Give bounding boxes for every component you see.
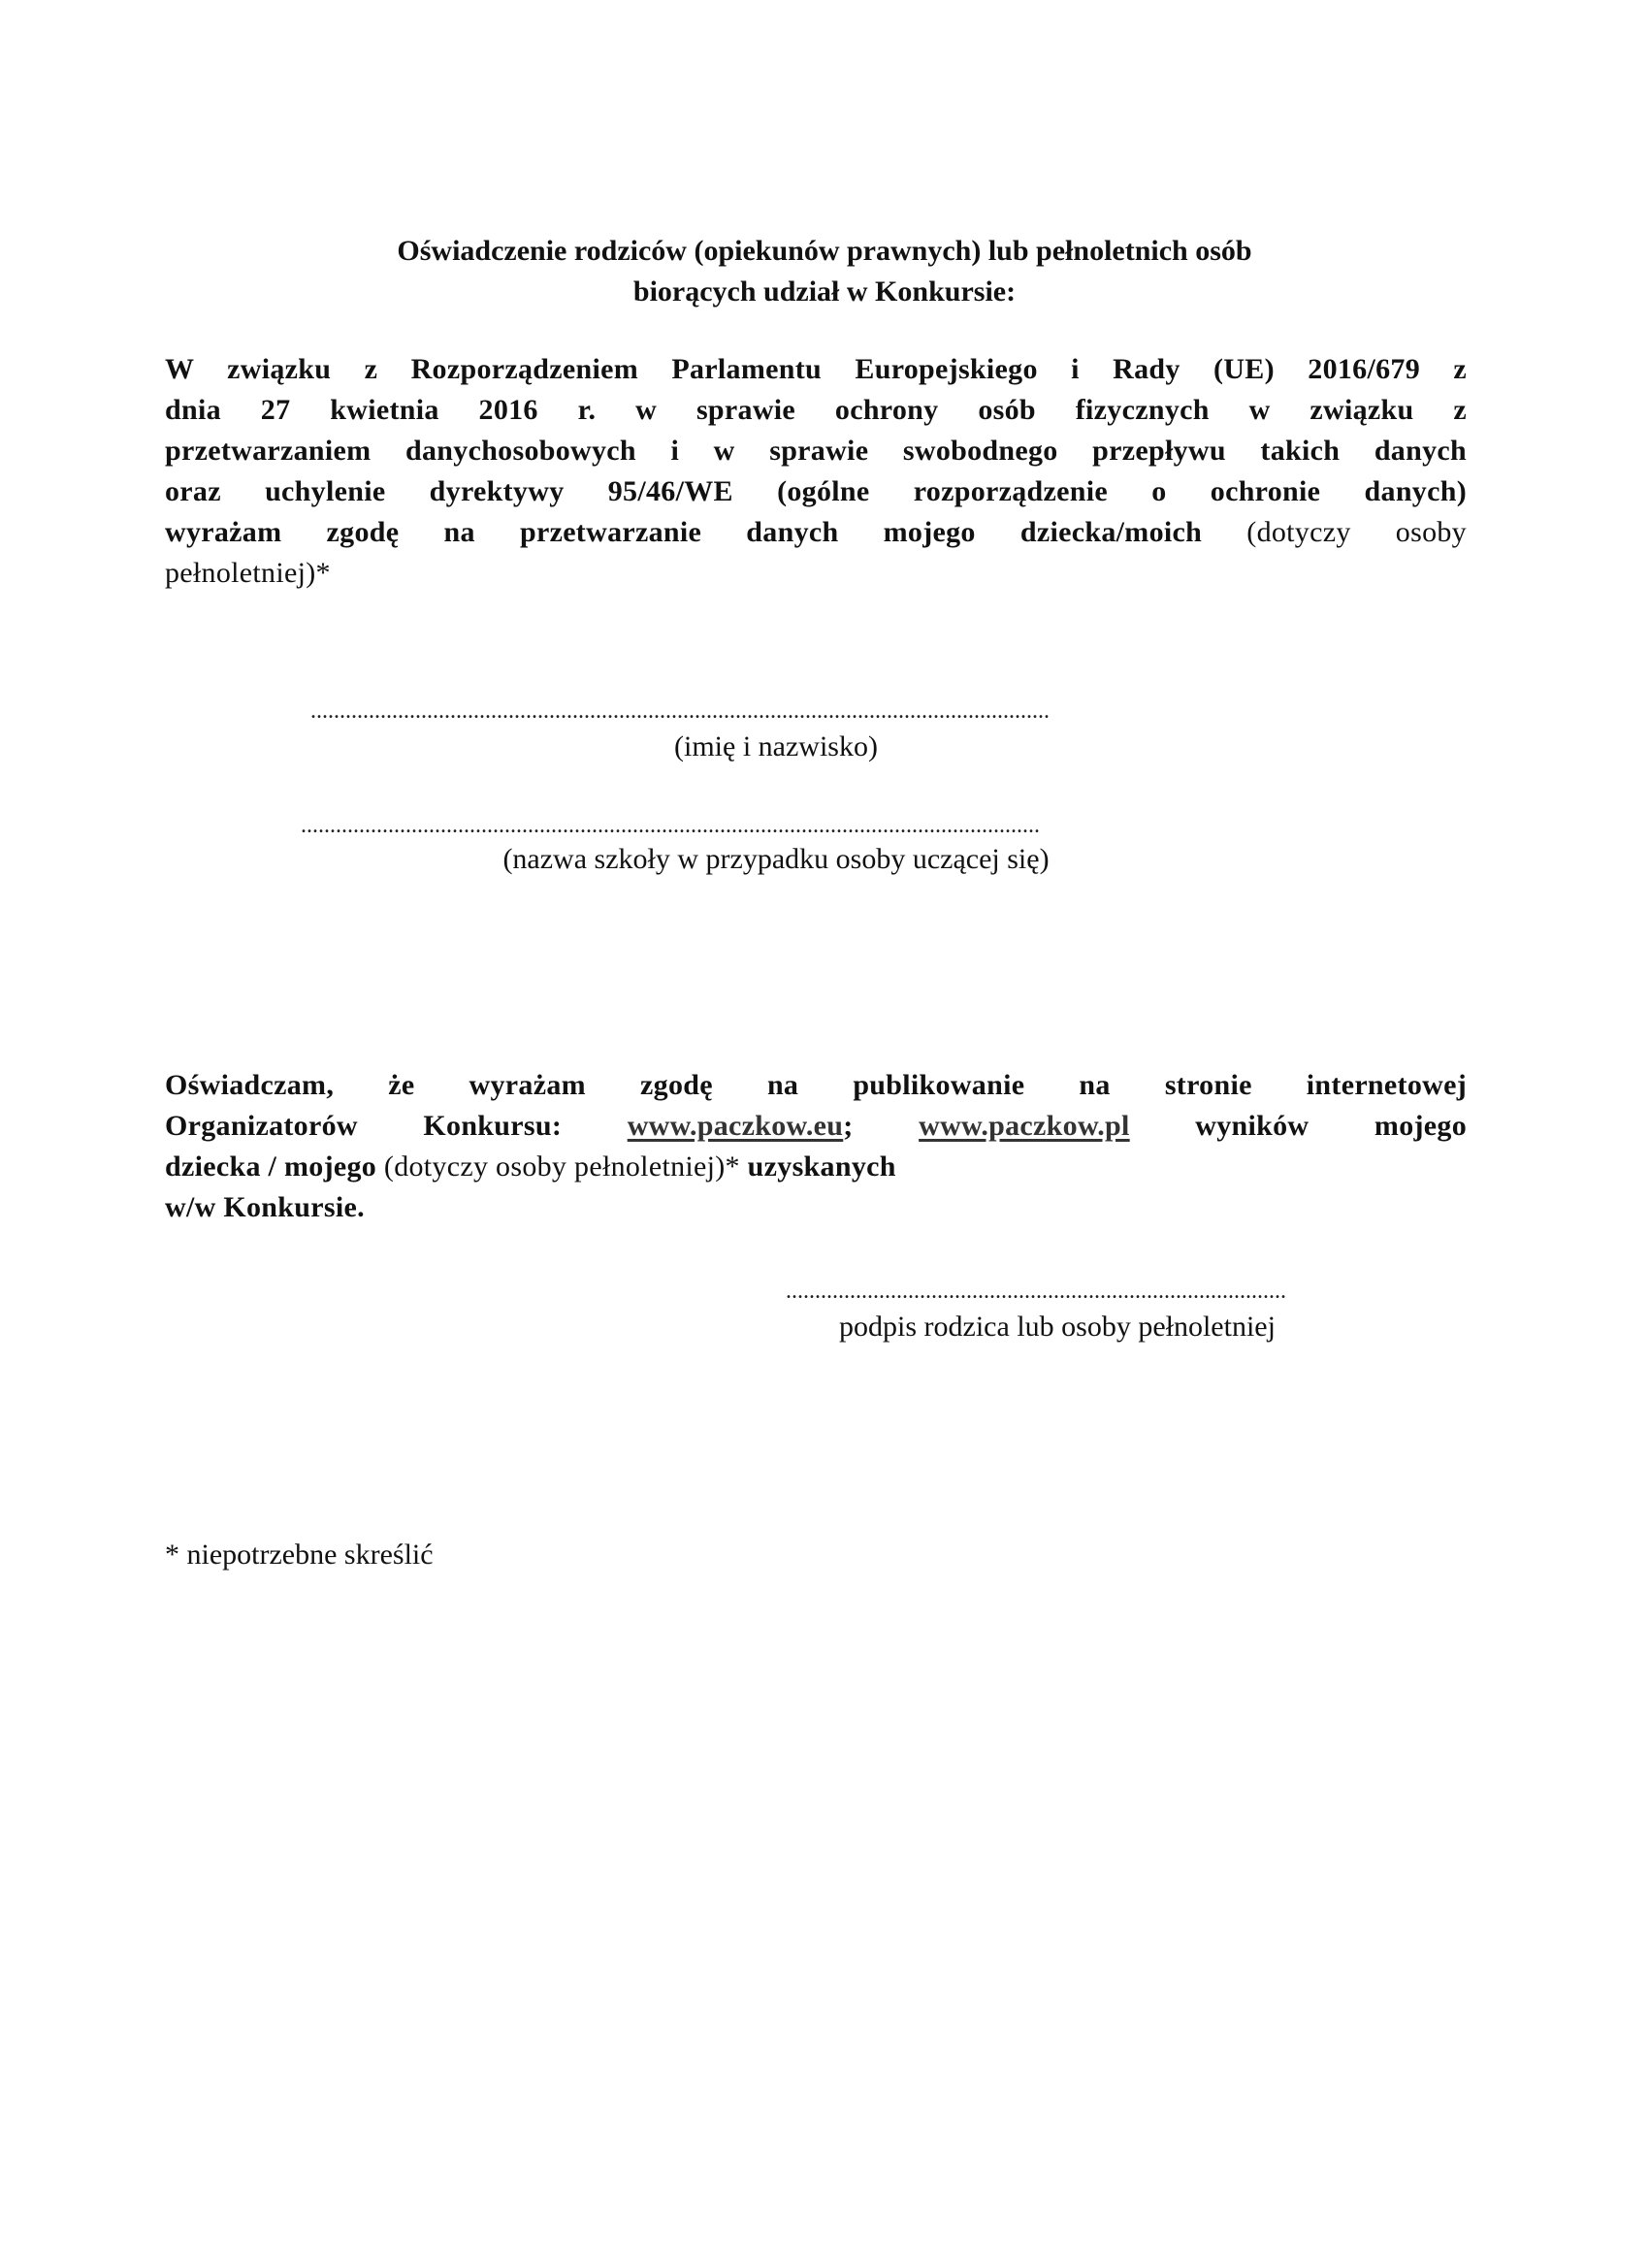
link-paczkow-eu[interactable]: www.paczkow.eu bbox=[627, 1110, 844, 1142]
consent-paragraph bbox=[165, 349, 1467, 594]
consent-line-5 bbox=[165, 512, 1467, 553]
consent-statement-bold: wyrażam zgodę na przetwarzanie danych mojego dziecka/moich bbox=[165, 516, 1203, 548]
link-separator: ; bbox=[843, 1110, 854, 1142]
consent-line-1: W związku z Rozporządzeniem Parlamentu Europejskiego i Rady (UE) 2016/679 z bbox=[165, 353, 1467, 385]
results-label: wyników mojego bbox=[1195, 1110, 1467, 1142]
signature-caption: podpis rodzica lub osoby pełnoletniej bbox=[839, 1311, 1276, 1343]
adult-note: (dotyczy osoby pełnoletniej)* bbox=[383, 1150, 740, 1183]
child-label: dziecka / mojego bbox=[165, 1150, 377, 1183]
title-line-1: Oświadczenie rodziców (opiekunów prawnych) lub pełnoletnich osób bbox=[397, 235, 1252, 267]
footnote: * niepotrzebne skreślić bbox=[165, 1539, 434, 1571]
obtained-label: uzyskanych bbox=[747, 1150, 896, 1183]
school-dotted-line[interactable]: ............................................................................................................................... bbox=[301, 813, 1040, 838]
document-title bbox=[165, 231, 1484, 312]
publication-line-1: Oświadczam, że wyrażam zgodę na publikowanie na stronie internetowej bbox=[165, 1069, 1467, 1101]
publication-line-2 bbox=[165, 1106, 1467, 1147]
consent-statement-note: (dotyczy osoby bbox=[1246, 516, 1467, 548]
name-caption: (imię i nazwisko) bbox=[674, 730, 878, 762]
publication-line-3 bbox=[165, 1147, 1467, 1187]
consent-line-4: oraz uchylenie dyrektywy 95/46/WE (ogólne rozporządzenie o ochronie danych) bbox=[165, 475, 1467, 507]
title-line-2: biorących udział w Konkursie: bbox=[632, 275, 1017, 308]
link-paczkow-pl[interactable]: www.paczkow.pl bbox=[919, 1110, 1130, 1142]
publication-paragraph bbox=[165, 1065, 1467, 1228]
publication-line-4: w/w Konkursie. bbox=[165, 1191, 365, 1223]
name-dotted-line[interactable]: ............................................................................................................................... bbox=[310, 698, 1050, 724]
school-caption: (nazwa szkoły w przypadku osoby uczącej się) bbox=[502, 843, 1050, 875]
signature-dotted-line[interactable]: ...................................................................................... bbox=[786, 1279, 1286, 1304]
organizers-label: Organizatorów Konkursu: bbox=[165, 1110, 563, 1142]
consent-line-2: dnia 27 kwietnia 2016 r. w sprawie ochrony osób fizycznych w związku z bbox=[165, 394, 1467, 426]
consent-line-6: pełnoletniej)* bbox=[165, 557, 331, 589]
consent-line-3: przetwarzaniem danychosobowych i w sprawie swobodnego przepływu takich danych bbox=[165, 435, 1467, 467]
